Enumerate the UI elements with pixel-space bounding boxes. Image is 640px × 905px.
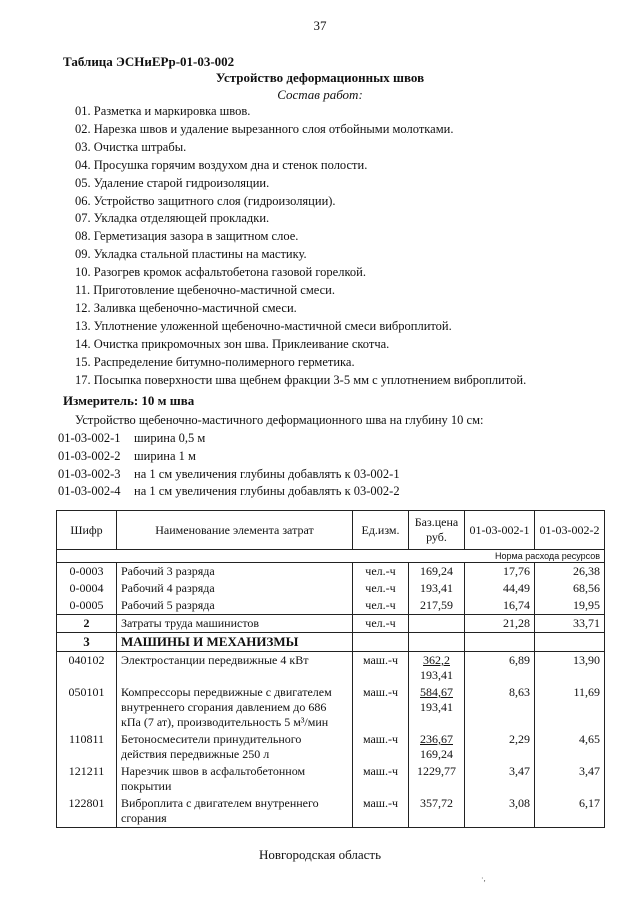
cell-unit: маш.-ч — [353, 731, 409, 763]
work-item: 14. Очистка прикромочных зон шва. Приклеивание скотча. — [75, 336, 390, 351]
cell-name: Бетоносмесители принудительного действия передвижные 250 л — [117, 731, 353, 763]
price-secondary: 169,24 — [420, 747, 453, 761]
work-item: 12. Заливка щебеночно-мастичной смеси. — [75, 300, 297, 315]
cell-unit: маш.-ч — [353, 795, 409, 828]
cell-code: 040102 — [57, 652, 117, 685]
work-item: 08. Герметизация зазора в защитном слое. — [75, 229, 299, 244]
section-title: Устройство деформационных швов — [215, 70, 425, 85]
code-number: 01-03-002-3 — [58, 466, 121, 481]
header-code: Шифр — [57, 511, 117, 550]
work-item: 17. Посыпка поверхности шва щебнем фракции 3-5 мм с уплотнением виброплитой. — [75, 372, 527, 387]
code-list — [58, 430, 400, 501]
work-item: 07. Укладка отделяющей прокладки. — [75, 211, 270, 226]
cell-value-1: 21,28 — [465, 615, 535, 633]
cell-price: 217,59 — [409, 597, 465, 615]
header-price: Баз.цена руб. — [409, 511, 465, 550]
cell-price: 193,41 — [409, 580, 465, 597]
table-row — [57, 563, 605, 581]
table-row — [57, 615, 605, 633]
table-row — [57, 580, 605, 597]
cell-value-1: 16,74 — [465, 597, 535, 615]
price-primary: 362,2 — [423, 653, 450, 667]
work-item: 05. Удаление старой гидроизоляции. — [75, 175, 270, 190]
cell-price: 357,72 — [409, 795, 465, 828]
cell-value-1: 44,49 — [465, 580, 535, 597]
price-secondary: 193,41 — [420, 668, 453, 682]
resource-table — [56, 510, 605, 828]
cell-name: Компрессоры передвижные с двигателем внутреннего сгорания давлением до 686 кПа (7 ат), производительность 5 м³/мин — [117, 684, 353, 731]
cell-value-1 — [465, 633, 535, 652]
norm-label: Норма расхода ресурсов — [57, 550, 605, 563]
cell-unit: чел.-ч — [353, 580, 409, 597]
code-item — [58, 483, 400, 501]
cell-unit — [353, 633, 409, 652]
cell-name: МАШИНЫ И МЕХАНИЗМЫ — [117, 633, 353, 652]
cell-value-2: 11,69 — [535, 684, 605, 731]
cell-value-1: 17,76 — [465, 563, 535, 581]
cell-code: 0-0005 — [57, 597, 117, 615]
price-secondary: 193,41 — [420, 700, 453, 714]
cell-name: Затраты труда машинистов — [117, 615, 353, 633]
cell-value-1: 6,89 — [465, 652, 535, 685]
cell-unit: маш.-ч — [353, 652, 409, 685]
work-item: 10. Разогрев кромок асфальтобетона газовой горелкой. — [75, 265, 366, 280]
work-item: 15. Распределение битумно-полимерного герметика. — [75, 354, 355, 369]
cell-code: 122801 — [57, 795, 117, 828]
cell-name: Виброплита с двигателем внутреннего сгорания — [117, 795, 353, 828]
code-item — [58, 466, 400, 484]
code-item — [58, 430, 400, 448]
cell-value-2: 3,47 — [535, 763, 605, 795]
code-number: 01-03-002-1 — [58, 431, 121, 445]
table-row — [57, 684, 605, 731]
table-header — [57, 511, 605, 550]
cell-price: 1229,77 — [409, 763, 465, 795]
footer-region: Новгородская область — [258, 847, 382, 862]
cell-value-2: 4,65 — [535, 731, 605, 763]
cell-name: Электростанции передвижные 4 кВт — [117, 652, 353, 685]
cell-unit: маш.-ч — [353, 763, 409, 795]
table-title: Таблица ЭСНиЕРр-01-03-002 — [63, 54, 235, 69]
cell-name: Рабочий 5 разряда — [117, 597, 353, 615]
cell-price — [409, 652, 465, 685]
cell-value-1: 3,47 — [465, 763, 535, 795]
table-row — [57, 597, 605, 615]
table-row — [57, 795, 605, 828]
cell-unit: чел.-ч — [353, 563, 409, 581]
cell-name: Нарезчик швов в асфальтобетонном покрытии — [117, 763, 353, 795]
table-row — [57, 731, 605, 763]
cell-price: 169,24 — [409, 563, 465, 581]
cell-price — [409, 731, 465, 763]
work-item: 13. Уплотнение уложенной щебеночно-мастичной смеси виброплитой. — [75, 318, 452, 333]
cell-value-2: 19,95 — [535, 597, 605, 615]
cell-name: Рабочий 4 разряда — [117, 580, 353, 597]
cell-code: 0-0003 — [57, 563, 117, 581]
cell-code: 121211 — [57, 763, 117, 795]
cell-value-1: 8,63 — [465, 684, 535, 731]
cell-code: 050101 — [57, 684, 117, 731]
code-text: ширина 1 м — [134, 448, 196, 463]
cell-value-2 — [535, 633, 605, 652]
header-name: Наименование элемента затрат — [117, 511, 353, 550]
norm-row — [57, 550, 605, 563]
header-col1: 01-03-002-1 — [465, 511, 535, 550]
cell-value-2: 6,17 — [535, 795, 605, 828]
code-text: ширина 0,5 м — [134, 431, 206, 445]
measure-description: Устройство щебеночно-мастичного деформационного шва на глубину 10 см: — [75, 413, 484, 427]
header-col2: 01-03-002-2 — [535, 511, 605, 550]
cell-code: 3 — [57, 633, 117, 652]
cell-price — [409, 615, 465, 633]
header-unit: Ед.изм. — [353, 511, 409, 550]
cell-code: 2 — [57, 615, 117, 633]
cell-code: 110811 — [57, 731, 117, 763]
section-row — [57, 633, 605, 652]
table-row — [57, 763, 605, 795]
price-primary: 236,67 — [420, 732, 453, 746]
work-item: 03. Очистка штрабы. — [75, 139, 187, 154]
work-item: 01. Разметка и маркировка швов. — [75, 104, 251, 118]
cell-value-1: 3,08 — [465, 795, 535, 828]
cell-value-2: 33,71 — [535, 615, 605, 633]
cell-value-2: 26,38 — [535, 563, 605, 581]
cell-name: Рабочий 3 разряда — [117, 563, 353, 581]
cell-value-1: 2,29 — [465, 731, 535, 763]
page-number: 37 — [313, 18, 327, 33]
code-text: на 1 см увеличения глубины добавлять к 03-002-2 — [134, 484, 400, 499]
price-primary: 584,67 — [420, 685, 453, 699]
measure-label: Измеритель: 10 м шва — [63, 393, 195, 408]
work-item: 09. Укладка стальной пластины на мастику. — [75, 247, 307, 262]
work-item: 04. Просушка горячим воздухом дна и стенок полости. — [75, 157, 368, 172]
corner-mark: ·, — [481, 874, 486, 883]
cell-price — [409, 684, 465, 731]
composition-heading: Состав работ: — [277, 87, 363, 102]
works-list — [75, 103, 526, 390]
code-text: на 1 см увеличения глубины добавлять к 03-002-1 — [134, 466, 400, 481]
work-item: 06. Устройство защитного слоя (гидроизоляции). — [75, 193, 336, 208]
table-row — [57, 652, 605, 685]
cell-value-2: 68,56 — [535, 580, 605, 597]
cell-unit: чел.-ч — [353, 597, 409, 615]
work-item: 02. Нарезка швов и удаление вырезанного слоя отбойными молотками. — [75, 121, 454, 136]
code-number: 01-03-002-2 — [58, 448, 121, 463]
cell-unit: маш.-ч — [353, 684, 409, 731]
code-number: 01-03-002-4 — [58, 484, 121, 499]
cell-price — [409, 633, 465, 652]
cell-code: 0-0004 — [57, 580, 117, 597]
cell-unit: чел.-ч — [353, 615, 409, 633]
cell-value-2: 13,90 — [535, 652, 605, 685]
code-item — [58, 448, 400, 466]
work-item: 11. Приготовление щебеночно-мастичной смеси. — [75, 283, 335, 298]
